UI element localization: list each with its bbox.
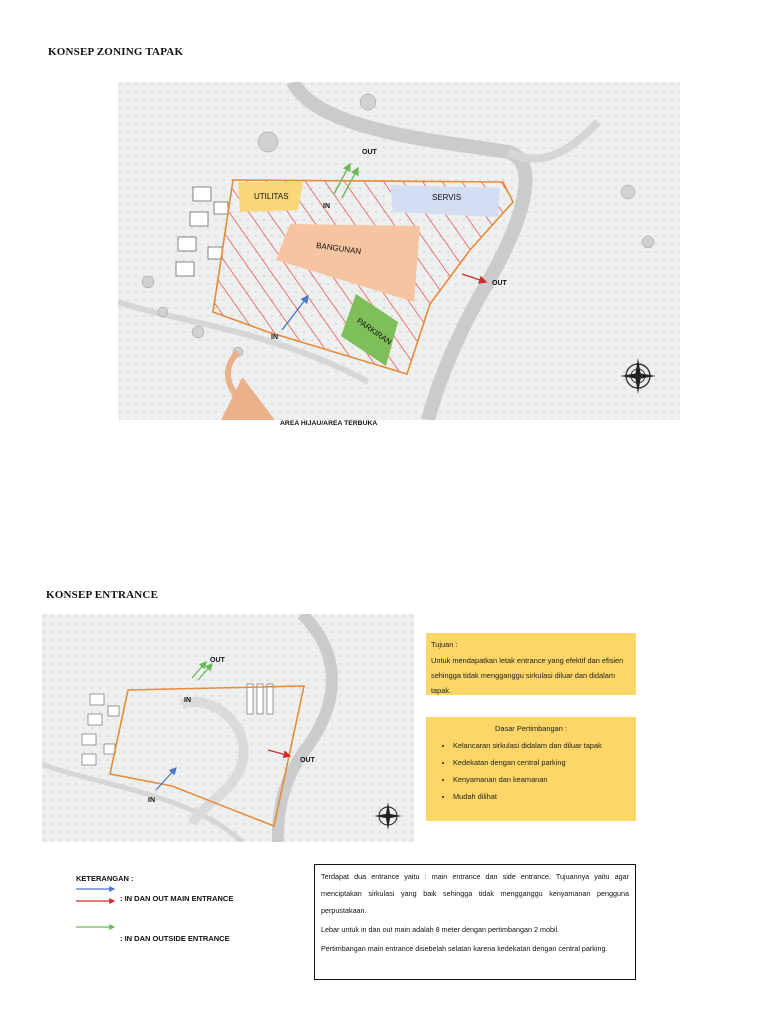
entrance-label-out-top: OUT bbox=[210, 657, 225, 664]
legend-title: KETERANGAN : bbox=[76, 874, 134, 883]
legend-arrows bbox=[76, 884, 120, 944]
dasar-title: Dasar Pertimbangan : bbox=[495, 724, 567, 733]
dasar-item: • Kenyamanan dan keamanan bbox=[453, 771, 631, 788]
zone-label-servis: SERVIS bbox=[432, 193, 462, 202]
label-in-bottom: IN bbox=[271, 334, 278, 341]
tujuan-text: Untuk mendapatkan letak entrance yang efektif dan efisien sehingga tidak mengganggu sirkulasi diluar dan didalam tapak. bbox=[431, 656, 624, 695]
label-out-top: OUT bbox=[362, 149, 377, 156]
label-out-right: OUT bbox=[492, 280, 507, 287]
legend-main-entrance: : IN DAN OUT MAIN ENTRANCE bbox=[120, 894, 234, 903]
note-paragraph: Lebar untuk in dan out main adalah 8 meter dengan pertimbangan 2 mobil. bbox=[321, 925, 560, 934]
note-paragraph: Pertimbangan main entrance disebelah selatan karena kedekatan dengan central parking. bbox=[321, 944, 608, 953]
dasar-pertimbangan-box bbox=[426, 717, 636, 821]
entrance-notes-box bbox=[314, 864, 636, 980]
zone-label-bangunan: BANGUNAN bbox=[315, 240, 362, 257]
section-heading-entrance: KONSEP ENTRANCE bbox=[46, 589, 159, 601]
label-area-hijau-caption: AREA HIJAU/AREA TERBUKA bbox=[280, 420, 378, 427]
zoning-site-map bbox=[118, 82, 680, 420]
note-paragraph: Terdapat dua entrance yaitu : main entrance dan side entrance. Tujuannya yaitu agar menciptakan sirkulasi yang baik sehingga tidak mengganggu kenyamanan pengguna perpustakaan. bbox=[321, 872, 629, 915]
section-heading-zoning: KONSEP ZONING TAPAK bbox=[48, 46, 184, 58]
dasar-item: • Kedekatan dengan central parking bbox=[453, 754, 631, 771]
tujuan-box bbox=[426, 633, 636, 695]
legend-side-entrance: : IN DAN OUTSIDE ENTRANCE bbox=[120, 934, 230, 943]
entrance-label-out-right: OUT bbox=[300, 757, 315, 764]
entrance-site-map bbox=[42, 614, 414, 842]
zone-label-parkiran: PARKIRAN bbox=[355, 316, 394, 347]
zoning-map-drawing bbox=[118, 82, 680, 420]
entrance-label-in-bottom: IN bbox=[148, 797, 155, 804]
dasar-item: • Mudah dilihat bbox=[453, 788, 631, 805]
dasar-list bbox=[431, 737, 631, 805]
dasar-item: • Kelancaran sirkulasi didalam dan diluar tapak bbox=[453, 737, 631, 754]
entrance-label-in-top: IN bbox=[184, 697, 191, 704]
entrance-map-drawing bbox=[42, 614, 414, 842]
tujuan-title: Tujuan : bbox=[431, 640, 458, 649]
label-in-top: IN bbox=[323, 203, 330, 210]
zone-label-utilitas: UTILITAS bbox=[254, 192, 289, 201]
